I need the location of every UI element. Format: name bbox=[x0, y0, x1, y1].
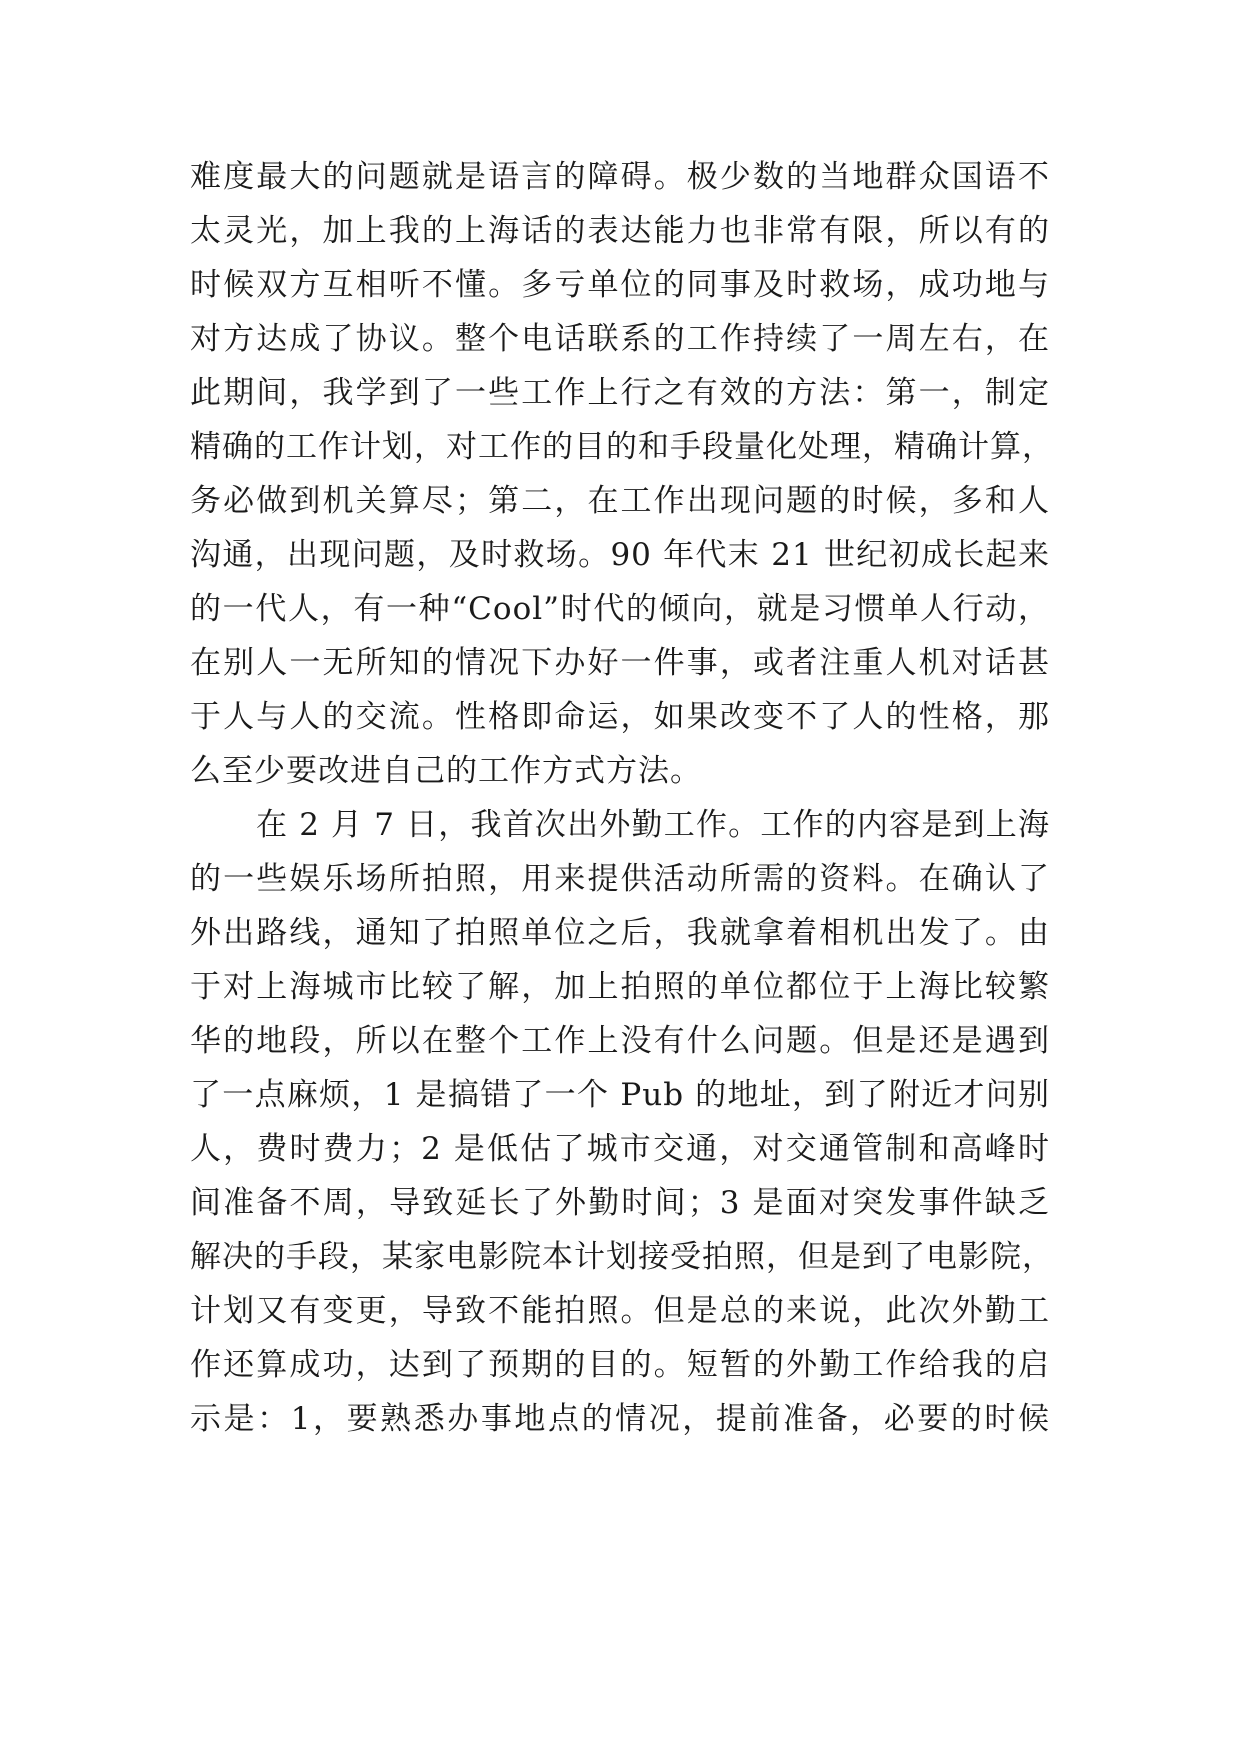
text-line: 了一点麻烦，1 是搞错了一个 Pub 的地址，到了附近才问别 bbox=[190, 1077, 1050, 1113]
paragraph bbox=[190, 798, 1054, 1446]
text-line: 于人与人的交流。性格即命运，如果改变不了人的性格，那 bbox=[190, 699, 1050, 735]
text-line: 的一代人，有一种“Cool”时代的倾向，就是习惯单人行动， bbox=[190, 591, 1050, 627]
text-line: 示是：1，要熟悉办事地点的情况，提前准备，必要的时候 bbox=[190, 1401, 1050, 1437]
text-line: 在 2 月 7 日，我首次出外勤工作。工作的内容是到上海 bbox=[256, 807, 1050, 843]
document-body bbox=[190, 150, 1054, 1446]
text-line: 作还算成功，达到了预期的目的。短暂的外勤工作给我的启 bbox=[190, 1347, 1050, 1383]
text-line: 华的地段，所以在整个工作上没有什么问题。但是还是遇到 bbox=[190, 1023, 1050, 1059]
text-line: 此期间，我学到了一些工作上行之有效的方法：第一，制定 bbox=[190, 375, 1050, 411]
text-line: 解决的手段，某家电影院本计划接受拍照，但是到了电影院， bbox=[190, 1239, 1054, 1275]
paragraph bbox=[190, 150, 1054, 798]
text-line: 在别人一无所知的情况下办好一件事，或者注重人机对话甚 bbox=[190, 645, 1050, 681]
text-line: 外出路线，通知了拍照单位之后，我就拿着相机出发了。由 bbox=[190, 915, 1050, 951]
text-line: 于对上海城市比较了解，加上拍照的单位都位于上海比较繁 bbox=[190, 969, 1050, 1005]
text-line: 时候双方互相听不懂。多亏单位的同事及时救场，成功地与 bbox=[190, 267, 1050, 303]
text-line: 间准备不周，导致延长了外勤时间；3 是面对突发事件缺乏 bbox=[190, 1185, 1050, 1221]
text-line: 计划又有变更，导致不能拍照。但是总的来说，此次外勤工 bbox=[190, 1293, 1050, 1329]
text-line: 的一些娱乐场所拍照，用来提供活动所需的资料。在确认了 bbox=[190, 861, 1050, 897]
text-line: 太灵光，加上我的上海话的表达能力也非常有限，所以有的 bbox=[190, 213, 1050, 249]
text-line: 人，费时费力；2 是低估了城市交通，对交通管制和高峰时 bbox=[190, 1131, 1050, 1167]
text-line: 对方达成了协议。整个电话联系的工作持续了一周左右，在 bbox=[190, 321, 1050, 357]
text-line: 精确的工作计划，对工作的目的和手段量化处理，精确计算， bbox=[190, 429, 1054, 465]
text-line: 沟通，出现问题，及时救场。90 年代末 21 世纪初成长起来 bbox=[190, 537, 1050, 573]
text-line: 么至少要改进自己的工作方式方法。 bbox=[190, 753, 702, 789]
text-line: 务必做到机关算尽；第二，在工作出现问题的时候，多和人 bbox=[190, 483, 1050, 519]
text-line: 难度最大的问题就是语言的障碍。极少数的当地群众国语不 bbox=[190, 159, 1050, 195]
